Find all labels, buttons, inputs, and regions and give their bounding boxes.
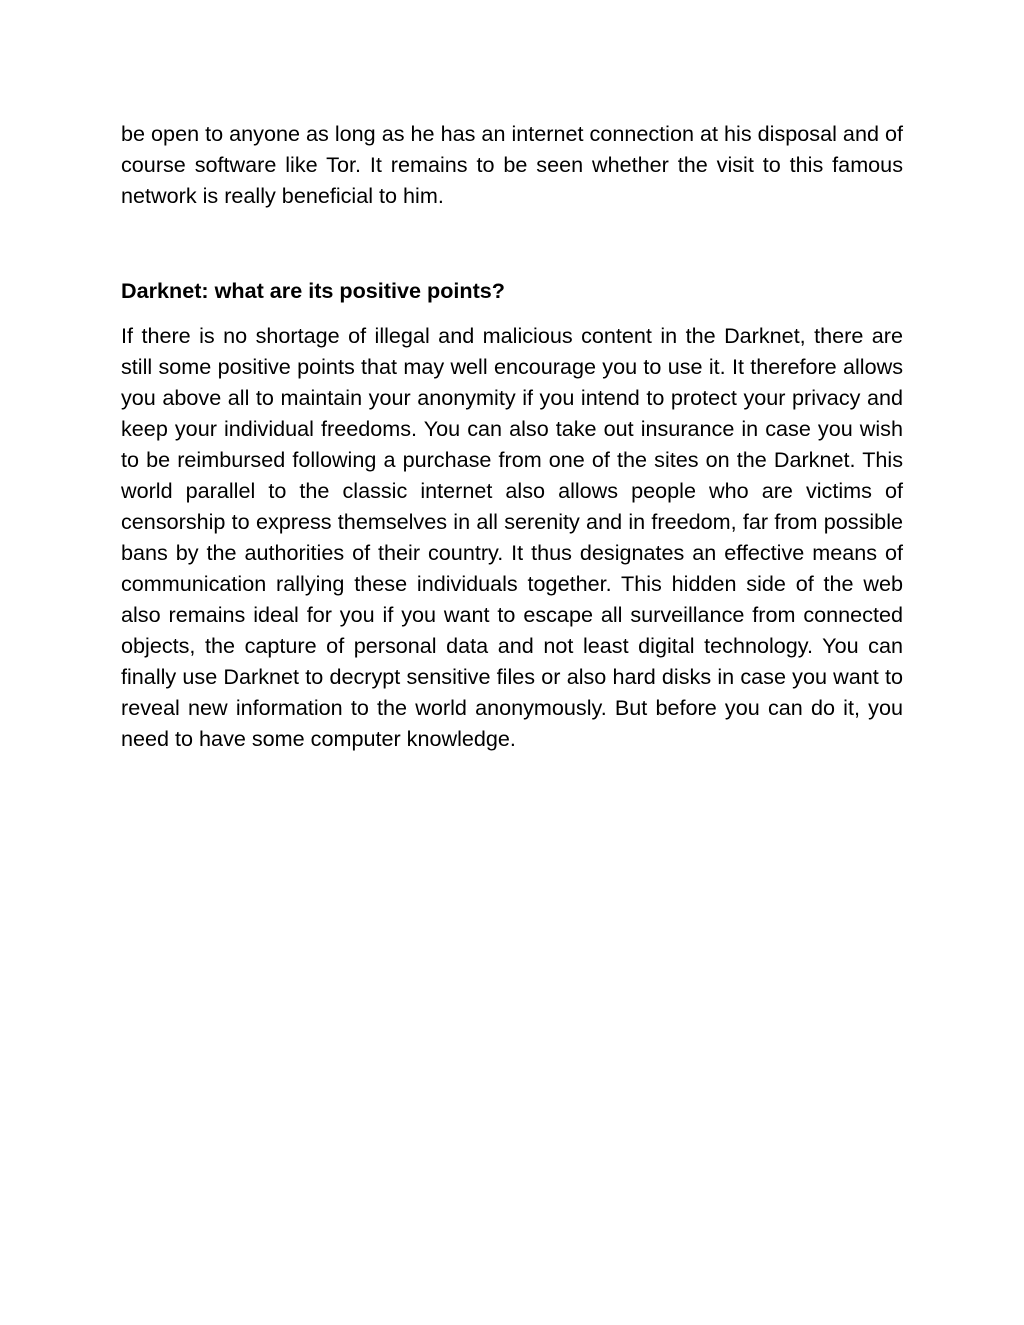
intro-paragraph: be open to anyone as long as he has an internet connection at his disposal and of course software like Tor. It remains to be seen whether the visit to this famous network is really beneficial to him. — [121, 121, 903, 208]
document-body — [121, 118, 903, 754]
section-heading: Darknet: what are its positive points? — [121, 278, 505, 303]
section-paragraph: If there is no shortage of illegal and malicious content in the Darknet, there are still some positive points that may well encourage you to use it. It therefore allows you above all to maintain your anonymity if you intend to protect your privacy and keep your individual freedoms. You can also take out insurance in case you wish to be reimbursed following a purchase from one of the sites on the Darknet. This world parallel to the classic internet also allows people who are victims of censorship to express themselves in all serenity and in freedom, far from possible bans by the authorities of their country. It thus designates an effective means of communication rallying these individuals together. This hidden side of the web also remains ideal for you if you want to escape all surveillance from connected objects, the capture of personal data and not least digital technology. You can finally use Darknet to decrypt sensitive files or also hard disks in case you want to reveal new information to the world anonymously. But before you can do it, you need to have some computer knowledge. — [121, 323, 903, 751]
